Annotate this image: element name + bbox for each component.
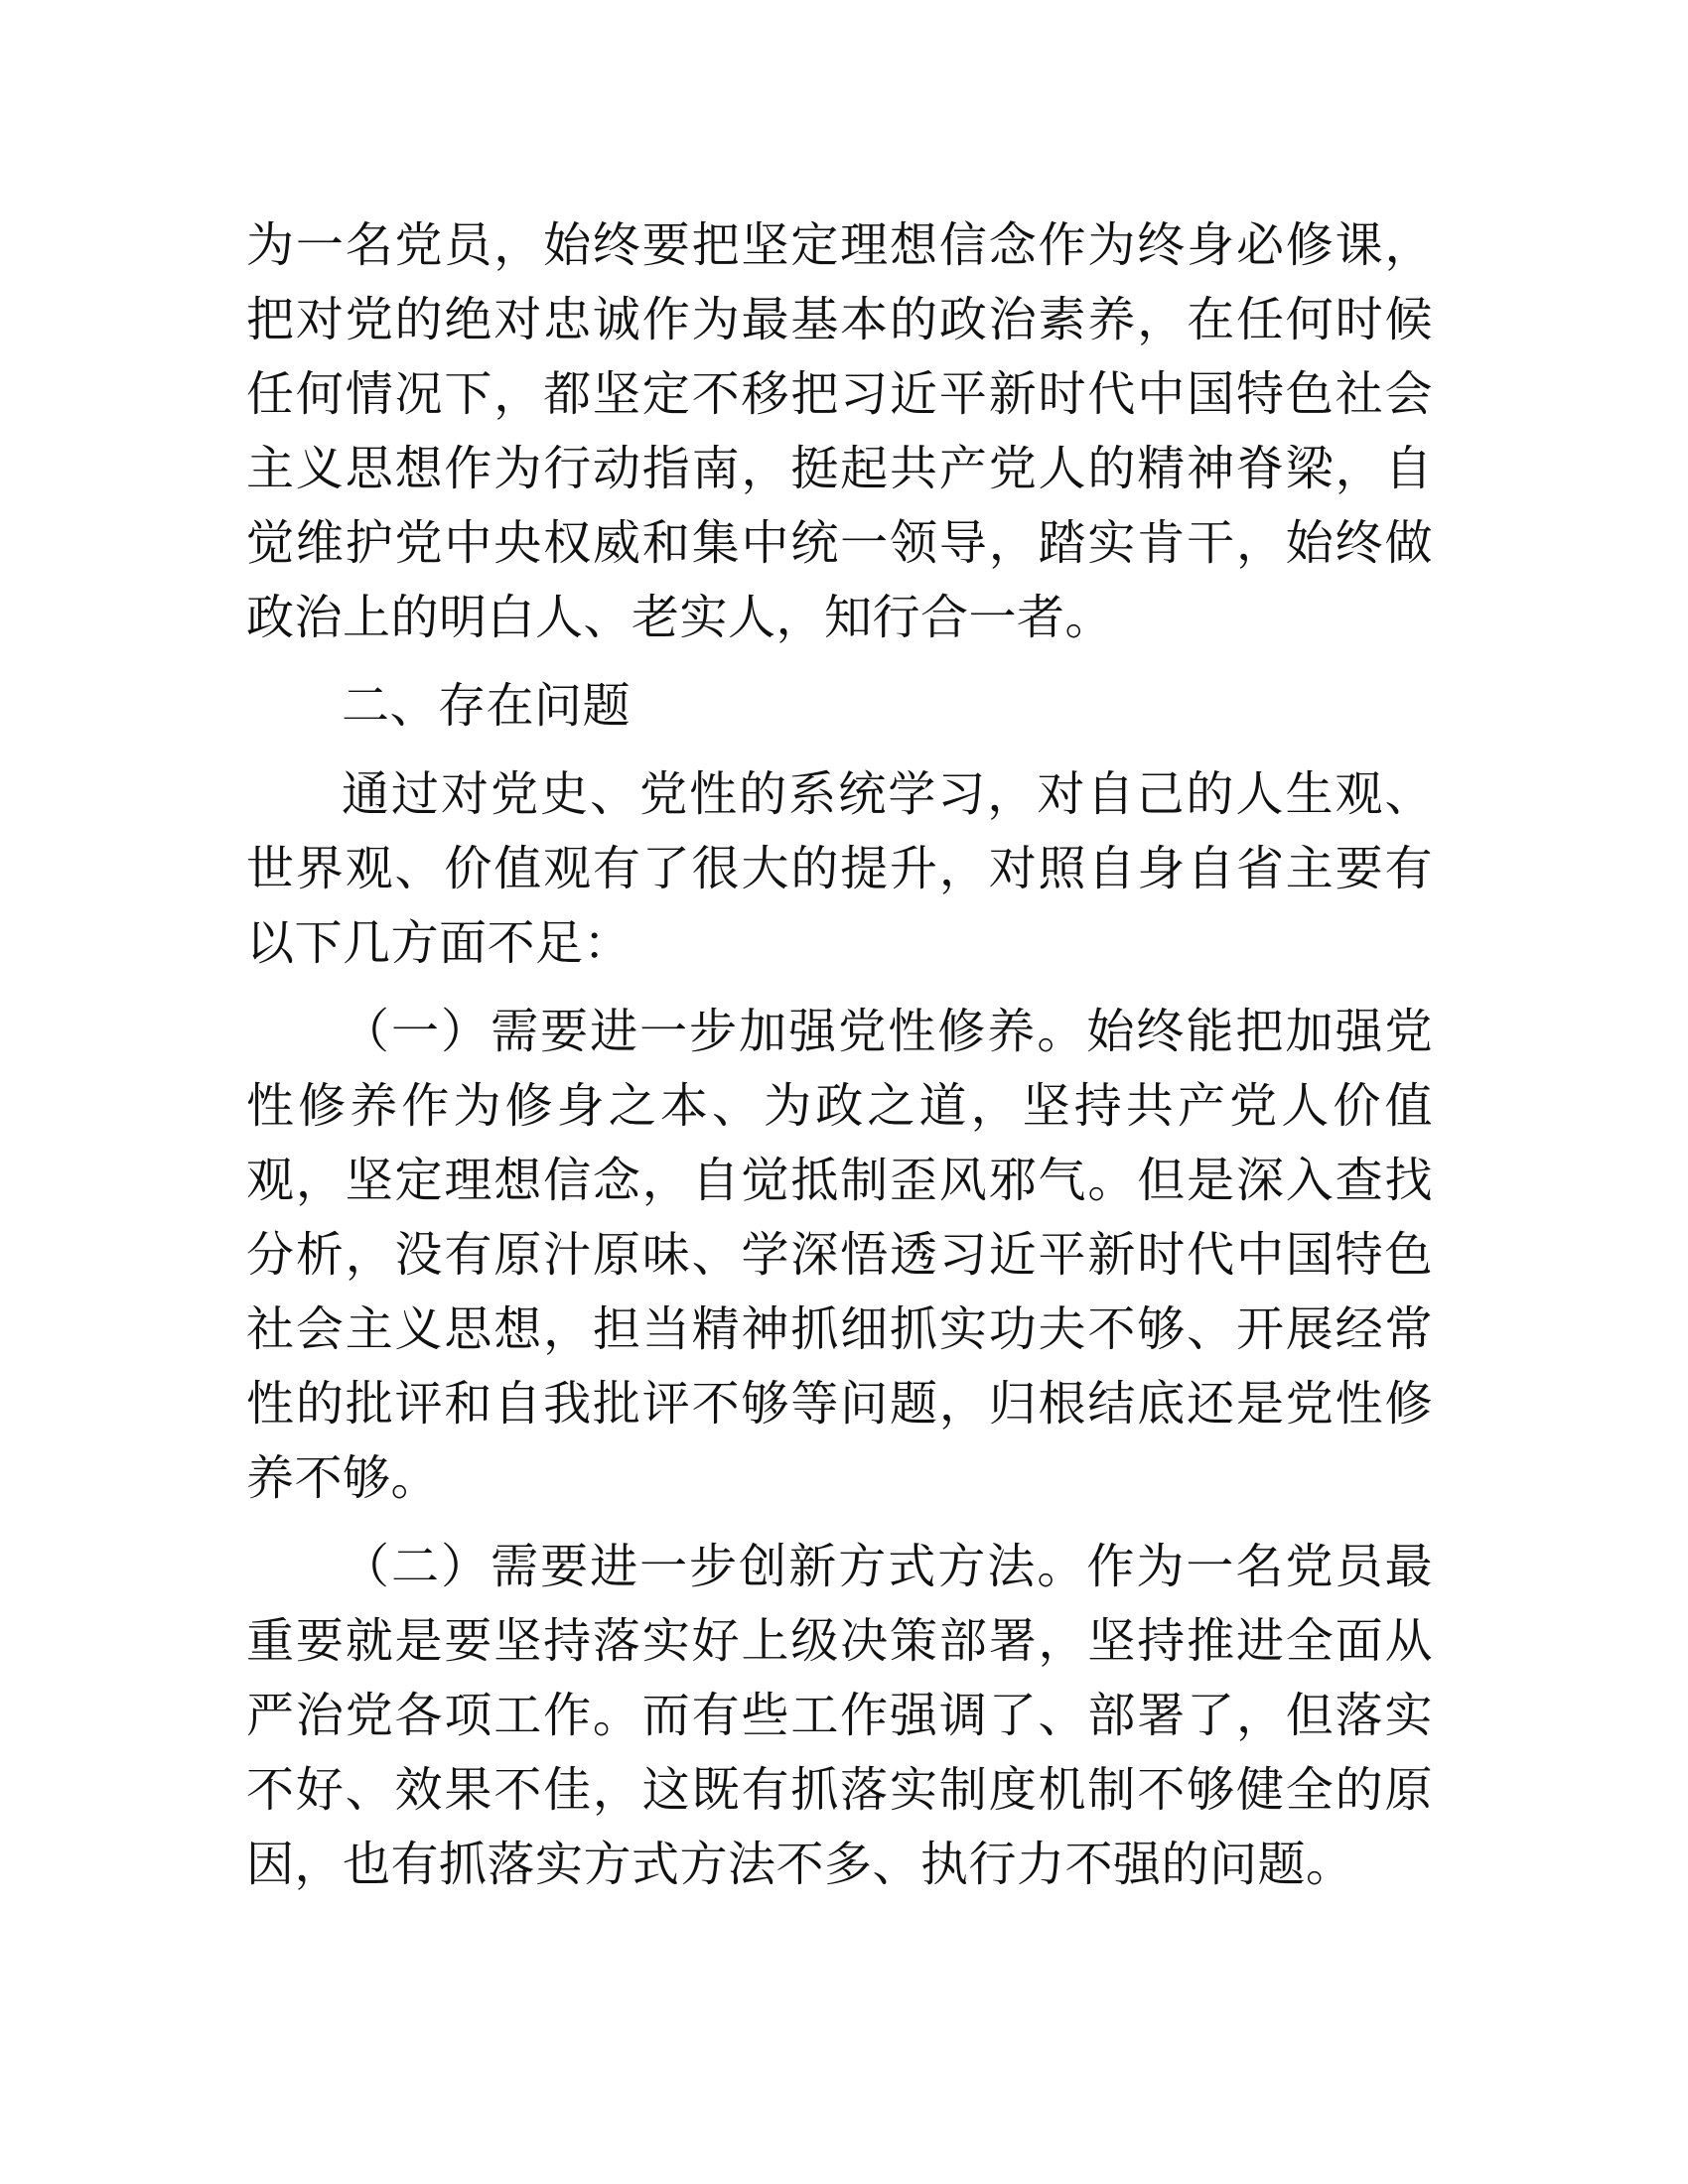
paragraph-continuation: 为一名党员，始终要把坚定理想信念作为终身必修课，把对党的绝对忠诚作为最基本的政治素养，在任何时候任何情况下，都坚定不移把习近平新时代中国特色社会主义思想作为行动指南，挺起共产党人的精神脊梁，自觉维护党中央权威和集中统一领导，踏实肯干，始终做政治上的明白人、老实人，知行合一者。 bbox=[246, 217, 1433, 645]
paragraph-item-one: （一）需要进一步加强党性修养。始终能把加强党性修养作为修身之本、为政之道，坚持共产党人价值观，坚定理想信念，自觉抵制歪风邪气。但是深入查找分析，没有原汁原味、学深悟透习近平新时代中国特色社会主义思想，担当精神抓细抓实功夫不够、开展经常性的批评和自我批评不够等问题，归根结底还是党性修养不够。 bbox=[246, 1004, 1433, 1506]
paragraph-intro: 通过对党史、党性的系统学习，对自己的人生观、世界观、价值观有了很大的提升，对照自身自省主要有以下几方面不足： bbox=[246, 766, 1433, 971]
paragraph-item-two: （二）需要进一步创新方式方法。作为一名党员最重要就是要坚持落实好上级决策部署，坚持推进全面从严治党各项工作。而有些工作强调了、部署了，但落实不好、效果不佳，这既有抓落实制度机制不够健全的原因，也有抓落实方式方法不多、执行力不强的问题。 bbox=[246, 1539, 1433, 1892]
section-heading-problems: 二、存在问题 bbox=[342, 678, 632, 734]
document-body bbox=[246, 208, 1433, 1902]
